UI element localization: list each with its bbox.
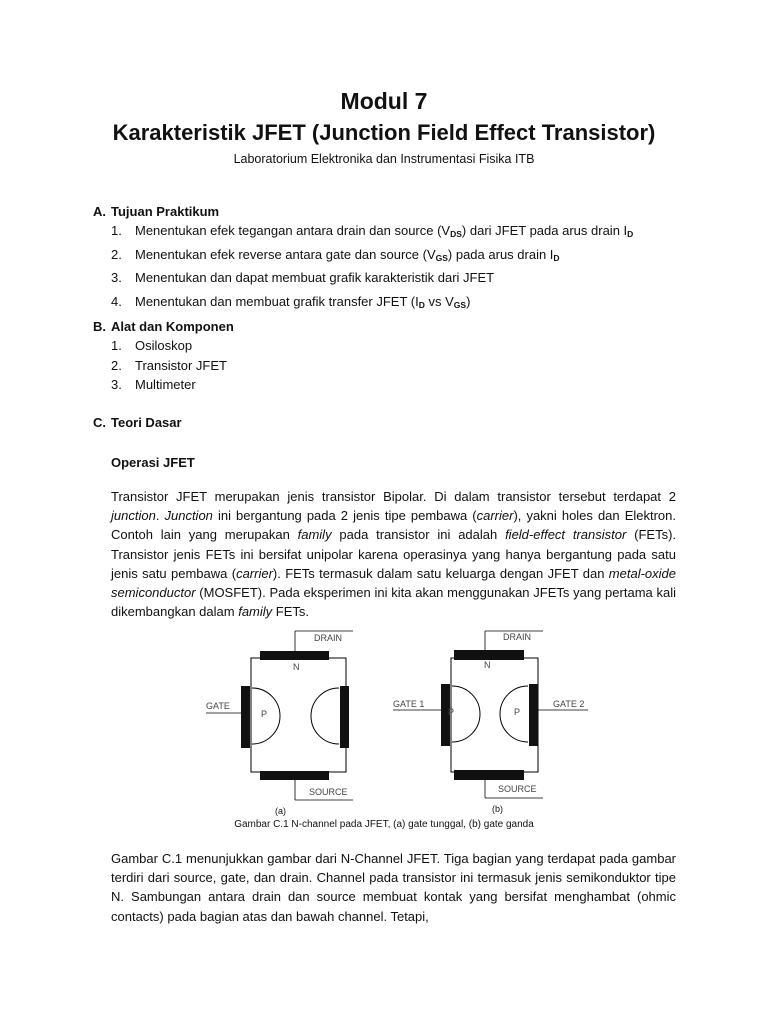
list-item <box>111 336 227 356</box>
objectives-list <box>111 221 633 315</box>
item-text: Multimeter <box>135 377 196 392</box>
jfet-single-gate-diagram <box>206 631 353 816</box>
document-subtitle: Laboratorium Elektronika dan Instrumentasi Fisika ITB <box>233 152 535 166</box>
paragraph-n-channel: Gambar C.1 menunjukkan gambar dari N-Channel JFET. Tiga bagian yang terdapat pada gambar terdiri dari source, gate, dan drain. Channel pada transistor ini termasuk jenis semikonduktor tipe N. Sambungan antara drain dan source membuat kontak yang bersifat menghambat (ohmic contacts) pada bagian atas dan bawah channel. Tetapi, <box>111 851 676 924</box>
section-title: Teori Dasar <box>111 415 182 430</box>
item-number: 3. <box>111 377 122 392</box>
drain-label: DRAIN <box>503 632 532 642</box>
equipment-list <box>111 336 227 395</box>
item-text: Menentukan efek tegangan antara drain dan source $(V_{DS})$ dari JFET pada arus drain $I_D$ <box>135 223 634 239</box>
item-text: Menentukan dan dapat membuat grafik karakteristik dari JFET <box>135 270 495 285</box>
section-a-heading <box>93 204 219 219</box>
list-item <box>111 292 633 316</box>
document-title: Karakteristik JFET (Junction Field Effect Transistor) <box>112 120 656 145</box>
gate-label: GATE <box>206 701 230 711</box>
figure-tag-b: (b) <box>492 804 503 814</box>
n-region-label: N <box>484 660 491 670</box>
gate2-label: GATE 2 <box>553 699 585 709</box>
subheading-operasi-jfet: Operasi JFET <box>111 455 195 470</box>
jfet-dual-gate-diagram <box>393 631 588 814</box>
section-b-heading <box>93 319 234 334</box>
n-region-label: N <box>293 662 300 672</box>
section-title: Tujuan Praktikum <box>111 204 220 219</box>
drain-label: DRAIN <box>314 633 343 643</box>
section-letter: C. <box>93 415 106 430</box>
p-region-label: P <box>514 707 521 717</box>
jfet-figure <box>198 628 588 820</box>
list-item <box>111 221 633 245</box>
list-item <box>111 375 227 395</box>
source-label: SOURCE <box>309 787 348 797</box>
item-number: 2. <box>111 357 122 373</box>
p-region-label: P <box>261 709 268 719</box>
section-title: Alat dan Komponen <box>111 319 234 334</box>
list-item <box>111 245 633 269</box>
gate1-label: GATE 1 <box>393 699 425 709</box>
paragraph-jfet-intro: Transistor JFET merupakan jenis transistor Bipolar. Di dalam transistor tersebut terdapat 2 junction. Junction ini bergantung pada 2 jenis tipe pembawa (carrier), yakni holes dan Elektron. Contoh lain yang merupakan family pada transistor ini adalah field-effect transistor (FETs). Transistor jenis FETs ini bersifat unipolar karena operasinya yang hanya bergantung pada satu jenis satu pembawa (carrier). FETs termasuk dalam satu keluarga dengan JFET dan metal-oxide semiconductor (MOSFET). Pada eksperimen ini kita akan menggunakan JFETs yang pertama kali dikembangkan dalam family FETs. <box>111 489 677 620</box>
figure-caption: Gambar C.1 N-channel pada JFET, (a) gate tunggal, (b) gate ganda <box>234 819 534 830</box>
list-item <box>111 268 633 292</box>
item-text: Osiloskop <box>135 338 193 353</box>
figure-tag-a: (a) <box>275 806 286 816</box>
item-text: Transistor JFET <box>135 357 227 373</box>
item-number: 3. <box>111 270 122 285</box>
item-text: Menentukan dan membuat grafik transfer JFET ($I_D$ vs $V_{GS}$) <box>135 293 471 310</box>
item-number: 1. <box>111 223 122 238</box>
section-c-heading <box>93 415 182 430</box>
item-text: Menentukan efek reverse antara gate dan source $(V_{GS})$ pada arus drain $I_D$ <box>135 246 560 263</box>
p-region-label: P <box>448 707 455 717</box>
item-number: 1. <box>111 338 122 353</box>
list-item <box>111 356 227 376</box>
item-number: 2. <box>111 246 122 262</box>
section-letter: A. <box>93 204 106 219</box>
section-letter: B. <box>93 319 106 334</box>
source-label: SOURCE <box>498 784 537 794</box>
item-number: 4. <box>111 293 122 309</box>
module-number: Modul 7 <box>340 88 428 114</box>
